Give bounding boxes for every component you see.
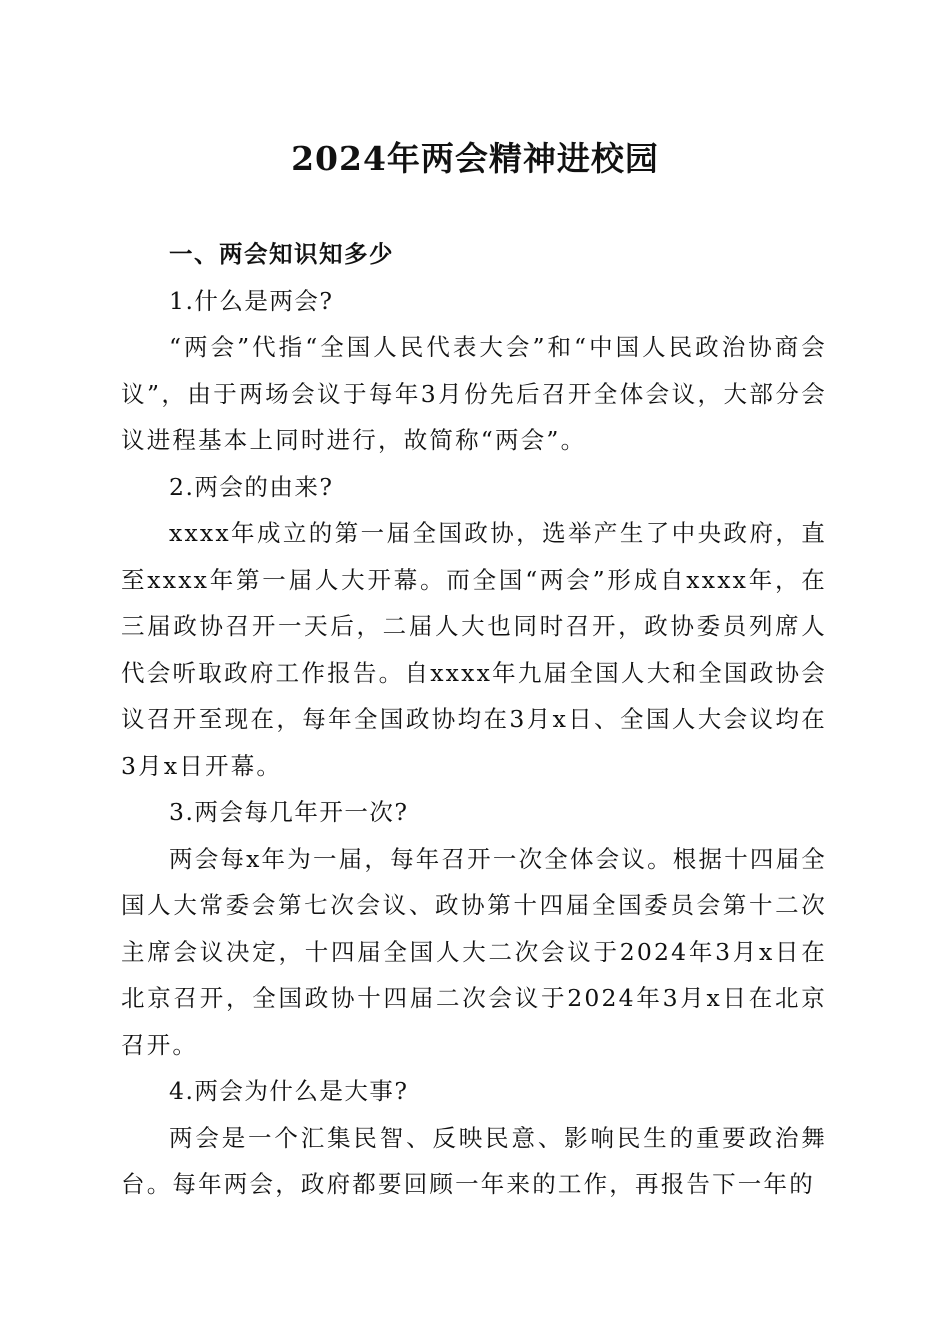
document-body bbox=[121, 231, 827, 1208]
question-1: 1.什么是两会? bbox=[169, 286, 334, 315]
question-3: 3.两会每几年开一次? bbox=[169, 798, 409, 826]
answer-1-paragraph: “两会”代指“全国人民代表大会”和“中国人民政治协商会议”，由于两场会议于每年3月份先后召开全体会议，大部分会议进程基本上同时进行，故简称“两会”。 bbox=[121, 333, 827, 454]
document-title: 2024年两会精神进校园 bbox=[291, 139, 659, 178]
answer-3-paragraph: 两会每x年为一届，每年召开一次全体会议。根据十四届全国人大常委会第七次会议、政协第十四届全国委员会第十二次主席会议决定，十四届全国人大二次会议于2024年3月x日在北京召开，全国政协十四届二次会议于2024年3月x日在北京召开。 bbox=[121, 844, 827, 1059]
question-4: 4.两会为什么是大事? bbox=[169, 1077, 409, 1105]
section-heading: 一、两会知识知多少 bbox=[169, 240, 394, 268]
answer-4-paragraph: 两会是一个汇集民智、反映民意、影响民生的重要政治舞台。每年两会，政府都要回顾一年来的工作，再报告下一年的 bbox=[121, 1123, 827, 1198]
answer-2-paragraph: xxxx年成立的第一届全国政协，选举产生了中央政府，直至xxxx年第一届人大开幕。而全国“两会”形成自xxxx年，在三届政协召开一天后，二届人大也同时召开，政协委员列席人代会听取政府工作报告。自xxxx年九届全国人大和全国政协会议召开至现在，每年全国政协均在3月x日、全国人大会议均在3月x日开幕。 bbox=[121, 519, 827, 780]
question-2: 2.两会的由来? bbox=[169, 472, 334, 501]
